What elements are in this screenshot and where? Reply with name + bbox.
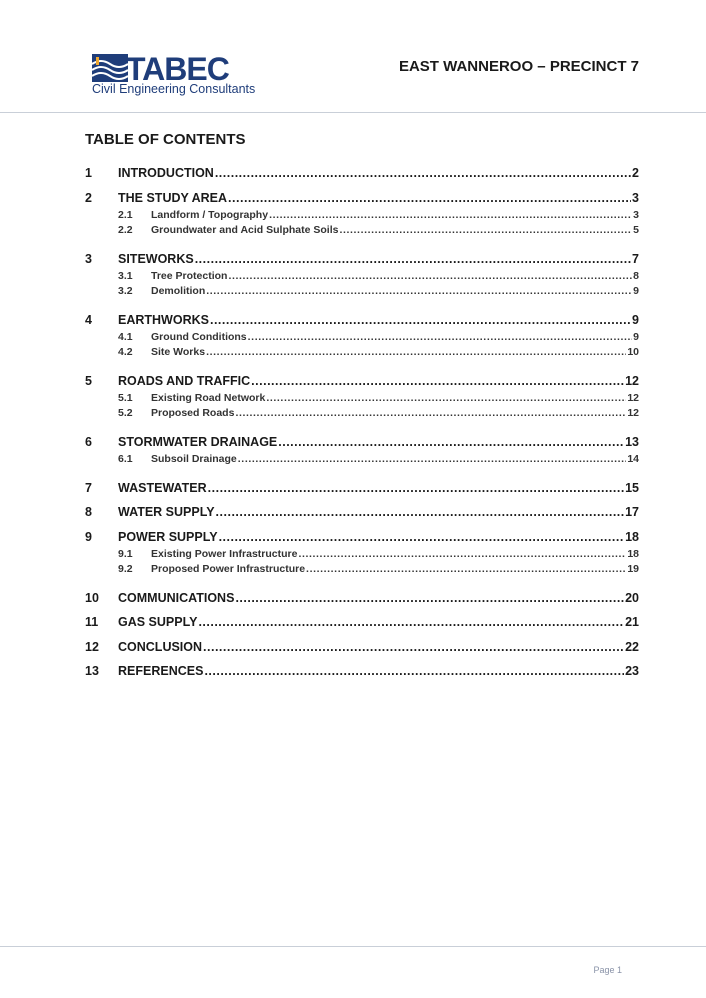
toc-section-entry[interactable]: [85, 435, 639, 449]
toc-dot-leader: [204, 664, 624, 678]
tabec-logo: [92, 51, 256, 100]
toc-entry-number: 5: [85, 373, 92, 388]
toc-entry-number: 4.2: [118, 345, 133, 358]
toc-entry-title: Proposed Power Infrastructure: [151, 562, 306, 575]
toc-entry-title: Existing Power Infrastructure: [151, 547, 298, 560]
toc-entry-number: 8: [85, 505, 92, 519]
toc-dot-leader: [219, 530, 625, 544]
toc-entry-title: GAS SUPPLY: [118, 615, 198, 629]
toc-section-entry[interactable]: [85, 591, 639, 605]
toc-entry-title: POWER SUPPLY: [118, 529, 218, 544]
toc-section-entry[interactable]: [85, 615, 639, 629]
toc-dot-leader: [228, 270, 632, 282]
logo-tagline: Civil Engineering Consultants: [92, 82, 256, 96]
toc-entry-page: 19: [627, 562, 639, 575]
toc-entry-number: 12: [85, 639, 99, 654]
toc-subsection-entry[interactable]: [85, 209, 639, 221]
toc-entry-page: 10: [627, 345, 639, 358]
toc-dot-leader: [248, 331, 633, 343]
toc-subsection-entry[interactable]: [85, 346, 639, 358]
toc-dot-leader: [215, 166, 631, 180]
toc-dot-leader: [210, 313, 631, 327]
toc-entry-title: WATER SUPPLY: [118, 505, 215, 519]
toc-entry-title: INTRODUCTION: [118, 166, 214, 180]
toc-entry-page: 2: [632, 166, 639, 180]
toc-entry-number: 10: [85, 590, 99, 605]
toc-entry-number: 2: [85, 190, 92, 205]
toc-section-entry[interactable]: [85, 374, 639, 388]
toc-entry-title: Proposed Roads: [151, 406, 235, 419]
toc-entry-title: Subsoil Drainage: [151, 452, 237, 465]
toc-entry-page: 3: [633, 208, 639, 221]
toc-dot-leader: [266, 392, 626, 404]
toc-entry-page: 9: [633, 330, 639, 343]
toc-entry-page: 7: [632, 251, 639, 266]
toc-entry-page: 18: [627, 547, 639, 560]
toc-entry-page: 12: [627, 391, 639, 404]
toc-dot-leader: [206, 346, 626, 358]
toc-entry-number: 3.2: [118, 284, 133, 297]
toc-section-entry[interactable]: [85, 481, 639, 495]
toc-entry-page: 22: [625, 639, 639, 654]
tabec-logo-emblem-icon: [92, 54, 128, 82]
toc-entry-number: 9.1: [118, 547, 133, 560]
toc-dot-leader: [306, 563, 626, 575]
toc-entry-title: THE STUDY AREA: [118, 190, 228, 205]
toc-subsection-entry[interactable]: [85, 270, 639, 282]
toc-entry-title: COMMUNICATIONS: [118, 590, 235, 605]
toc-entry-number: 2.2: [118, 223, 133, 236]
toc-entry-page: 15: [625, 480, 639, 495]
toc-subsection-entry[interactable]: [85, 392, 639, 404]
toc-dot-leader: [206, 285, 632, 297]
toc-subsection-entry[interactable]: [85, 331, 639, 343]
footer-divider: [0, 946, 706, 947]
toc-dot-leader: [195, 252, 631, 266]
toc-section-entry[interactable]: [85, 166, 639, 180]
toc-dot-leader: [235, 591, 624, 605]
toc-section-entry[interactable]: [85, 505, 639, 519]
toc-dot-leader: [238, 453, 627, 465]
toc-dot-leader: [298, 548, 626, 560]
toc-section-entry[interactable]: [85, 664, 639, 678]
toc-entry-title: Groundwater and Acid Sulphate Soils: [151, 223, 339, 236]
toc-entry-title: WASTEWATER: [118, 480, 207, 495]
toc-entry-number: 5.1: [118, 391, 133, 404]
toc-entry-page: 23: [625, 664, 639, 678]
toc-subsection-entry[interactable]: [85, 548, 639, 560]
toc-entry-number: 9.2: [118, 562, 133, 575]
toc-entry-number: 2.1: [118, 208, 133, 221]
toc-dot-leader: [251, 374, 624, 388]
toc-section-entry[interactable]: [85, 252, 639, 266]
toc-entry-title: Site Works: [151, 345, 206, 358]
toc-entry-page: 18: [625, 529, 639, 544]
toc-entry-number: 9: [85, 529, 92, 544]
toc-subsection-entry[interactable]: [85, 285, 639, 297]
toc-entry-title: Landform / Topography: [151, 208, 269, 221]
toc-dot-leader: [278, 435, 624, 449]
header-divider: [0, 112, 706, 113]
toc-entry-number: 11: [85, 615, 99, 629]
toc-entry-title: CONCLUSION: [118, 639, 203, 654]
logo-wordmark: TABEC: [126, 51, 229, 87]
toc-entry-title: SITEWORKS: [118, 251, 194, 266]
toc-entry-page: 12: [627, 406, 639, 419]
toc-entry-number: 4.1: [118, 330, 133, 343]
toc-entry-title: STORMWATER DRAINAGE: [118, 434, 278, 449]
toc-entry-title: ROADS AND TRAFFIC: [118, 373, 251, 388]
toc-entry-page: 20: [625, 590, 639, 605]
toc-entry-number: 6: [85, 434, 92, 449]
toc-subsection-entry[interactable]: [85, 407, 639, 419]
toc-dot-leader: [235, 407, 626, 419]
toc-subsection-entry[interactable]: [85, 224, 639, 236]
toc-entry-page: 5: [633, 223, 639, 236]
toc-entry-number: 4: [85, 312, 92, 327]
toc-entry-page: 9: [632, 312, 639, 327]
toc-dot-leader: [208, 481, 624, 495]
toc-entry-title: Existing Road Network: [151, 391, 266, 404]
toc-entry-title: EARTHWORKS: [118, 312, 209, 327]
toc-subsection-entry[interactable]: [85, 453, 639, 465]
toc-entry-page: 3: [632, 190, 639, 205]
toc-section-entry[interactable]: [85, 191, 639, 205]
toc-entry-title: Tree Protection: [151, 269, 228, 282]
toc-entry-page: 17: [625, 505, 639, 519]
document-title: EAST WANNEROO – PRECINCT 7: [398, 58, 639, 75]
toc-dot-leader: [203, 640, 624, 654]
toc-entry-page: 21: [625, 615, 639, 629]
toc-dot-leader: [198, 615, 624, 629]
toc-dot-leader: [228, 191, 631, 205]
toc-entry-page: 14: [627, 452, 639, 465]
toc-subsection-entry[interactable]: [85, 563, 639, 575]
toc-heading: TABLE OF CONTENTS: [85, 131, 246, 148]
toc-section-entry[interactable]: [85, 313, 639, 327]
toc-entry-page: 8: [633, 269, 639, 282]
toc-entry-title: Ground Conditions: [151, 330, 247, 343]
toc-entry-page: 9: [633, 284, 639, 297]
toc-entry-number: 3: [85, 251, 92, 266]
toc-entry-number: 1: [85, 166, 92, 180]
toc-section-entry[interactable]: [85, 640, 639, 654]
toc-entry-number: 5.2: [118, 406, 133, 419]
toc-dot-leader: [339, 224, 632, 236]
toc-entry-title: Demolition: [151, 284, 206, 297]
toc-entry-number: 6.1: [118, 452, 133, 465]
toc-dot-leader: [216, 505, 625, 519]
toc-entry-number: 13: [85, 664, 99, 678]
toc-entry-page: 13: [625, 434, 639, 449]
toc-dot-leader: [269, 209, 632, 221]
toc-entry-title: REFERENCES: [118, 664, 204, 678]
toc-entry-number: 3.1: [118, 269, 133, 282]
toc-section-entry[interactable]: [85, 530, 639, 544]
toc-entry-page: 12: [625, 373, 639, 388]
toc-entry-number: 7: [85, 480, 92, 495]
page-number: Page 1: [593, 965, 622, 975]
